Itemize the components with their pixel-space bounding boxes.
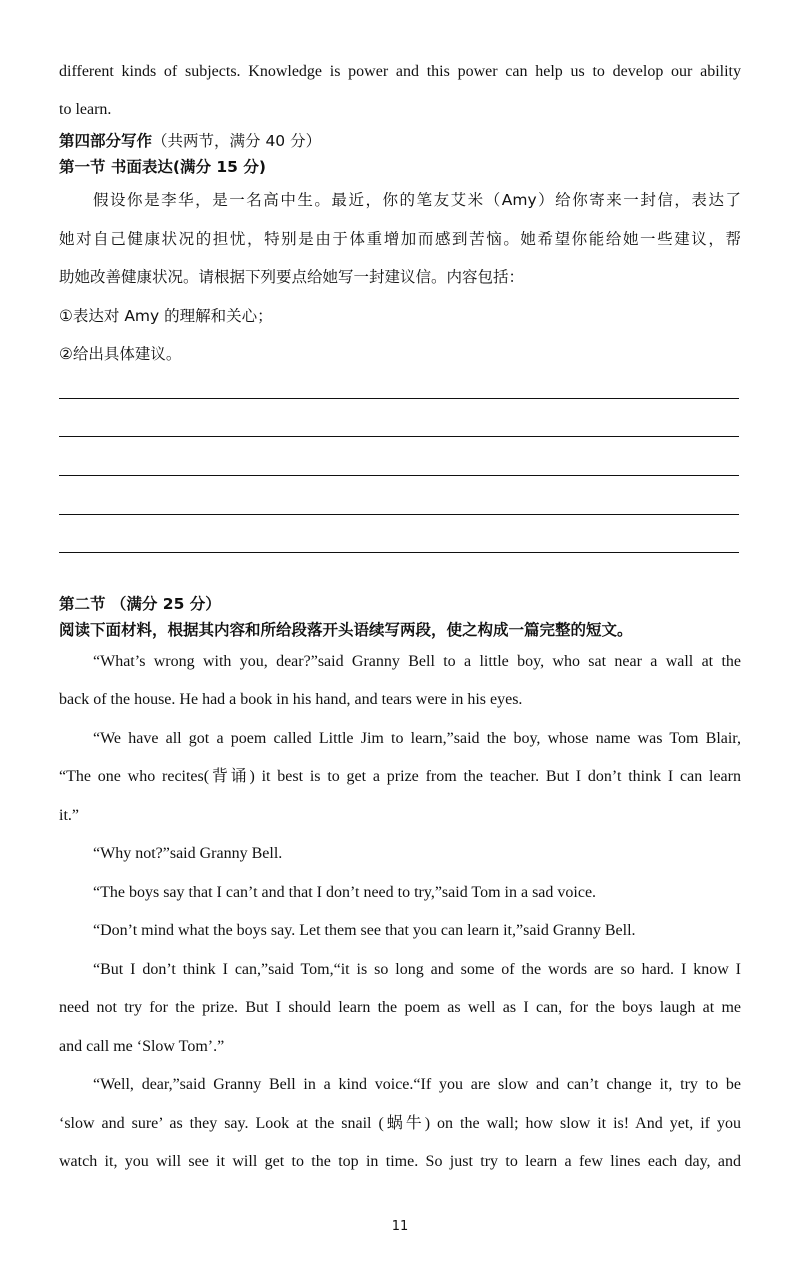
intro-line-2: to learn. [59,101,112,118]
answer-line [59,552,739,553]
answer-line [59,436,739,437]
story-line: “The one who recites(背诵) it best is to get a prize from the teacher. But I don’t think I can learn [59,768,741,785]
story-line: “But I don’t think I can,”said Tom,“it is so long and some of the words are so hard. I know I [93,961,741,978]
part4-heading [59,131,321,151]
story-line: ‘slow and sure’ as they say. Look at the snail (蜗牛) on the wall; how slow it is! And yet, if you [59,1115,741,1132]
section1-title: 第一节 书面表达(满分 15 分) [59,158,266,176]
section1-prompt-line-2: 她对自己健康状况的担忧，特别是由于体重增加而感到苦恼。她希望你能给她一些建议，帮 [59,230,741,248]
part4-note: （共两节，满分 40 分） [152,132,322,150]
intro-line-1: different kinds of subjects. Knowledge is power and this power can help us to develop our ability [59,63,741,80]
section1-prompt-line-3: 助她改善健康状况。请根据下列要点给她写一封建议信。内容包括： [59,268,525,286]
section1-point-1: ①表达对 Amy 的理解和关心； [59,307,273,325]
story-line: watch it, you will see it will get to the top in time. So just try to learn a few lines each day, and [59,1153,741,1170]
story-line: “Don’t mind what the boys say. Let them see that you can learn it,”said Granny Bell. [93,922,636,939]
answer-line [59,514,739,515]
story-line: back of the house. He had a book in his hand, and tears were in his eyes. [59,691,523,708]
story-line: “Well, dear,”said Granny Bell in a kind voice.“If you are slow and can’t change it, try to be [93,1076,741,1093]
section1-point-2: ②给出具体建议。 [59,345,182,363]
section2-title: 第二节 （满分 25 分） [59,595,221,613]
page-number: 11 [391,1219,409,1234]
story-line: and call me ‘Slow Tom’.” [59,1038,225,1055]
answer-line [59,398,739,399]
story-line: it.” [59,807,79,824]
answer-line [59,475,739,476]
exam-page [59,0,741,1268]
story-line: “The boys say that I can’t and that I don’t need to try,”said Tom in a sad voice. [93,884,597,901]
story-line: “What’s wrong with you, dear?”said Granny Bell to a little boy, who sat near a wall at the [93,653,741,670]
story-line: “Why not?”said Granny Bell. [93,845,283,862]
section1-prompt-line-1: 假设你是李华，是一名高中生。最近，你的笔友艾米（Amy）给你寄来一封信，表达了 [93,191,741,209]
story-line: need not try for the prize. But I should learn the poem as well as I can, for the boys laugh at me [59,999,741,1016]
part4-title: 第四部分写作 [59,132,153,150]
story-line: “We have all got a poem called Little Jim to learn,”said the boy, whose name was Tom Blair, [93,730,741,747]
section2-instruction: 阅读下面材料，根据其内容和所给段落开头语续写两段，使之构成一篇完整的短文。 [59,621,633,639]
